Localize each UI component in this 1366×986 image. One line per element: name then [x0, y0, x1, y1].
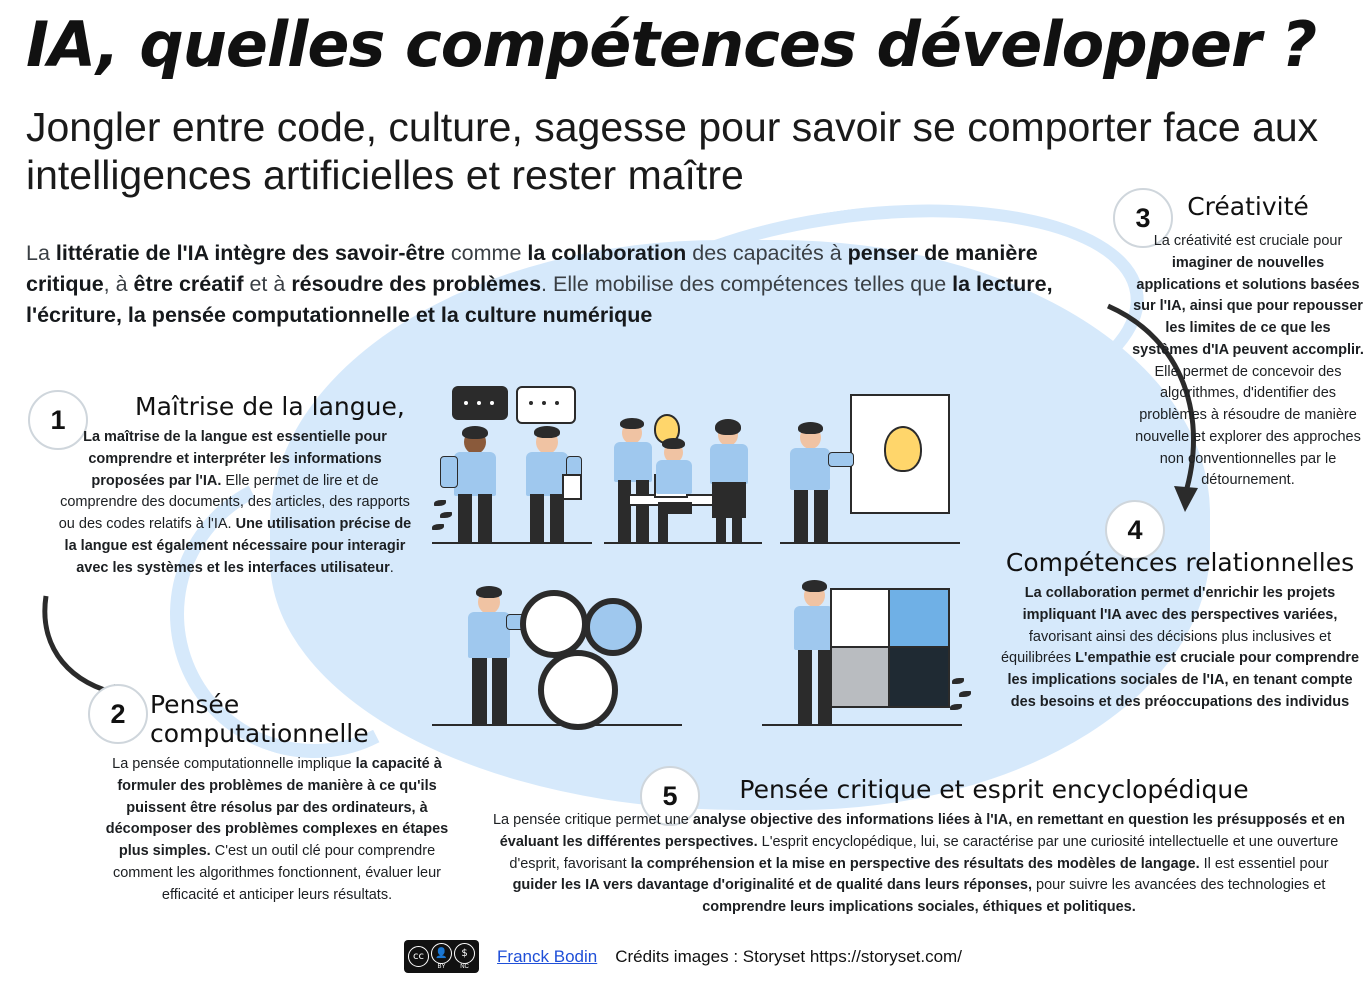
section-2-body: La pensée computationnelle implique la capacité à formuler des problèmes de manière à ce qu'ils puissent être résolus par des ordinateurs, à décomposer des problèmes complexes en étapes plus simples. C'est un outil clé pour comprendre comment les algorithmes fonctionnent, évaluer leur efficacité et anticiper leurs résultats. — [105, 756, 449, 903]
section-creativite — [1132, 192, 1364, 492]
page-subtitle: Jongler entre code, culture, sagesse pour savoir se comporter face aux intelligences artificielles et rester maître — [26, 104, 1319, 198]
section-4-title: Compétences relationnelles — [1005, 548, 1355, 577]
section-2-title: Pensée computationnelle — [150, 690, 369, 748]
footer — [0, 940, 1366, 973]
badge-3: 3 — [1113, 188, 1173, 248]
badge-1: 1 — [28, 390, 88, 450]
nc-label: NC — [460, 964, 469, 970]
lightbulb-board-icon — [884, 426, 922, 472]
section-1-body: La maîtrise de la langue est essentielle pour comprendre et interpréter les informations proposées par l'IA. Elle permet de lire et de comprendre des documents, des articles, des rapports ou des codes relatifs à l'IA. Une utilisation précise de la langue est également nécessaire pour interagir avec les systèmes et les interfaces utilisateur. — [58, 429, 412, 576]
speech-bubble-light-icon — [516, 386, 576, 424]
section-3-title: Créativité — [1187, 192, 1309, 221]
by-icon: 👤 — [431, 943, 452, 964]
section-5-title: Pensée critique et esprit encyclopédique — [739, 775, 1249, 804]
section-5-body: La pensée critique permet une analyse objective des informations liées à l'IA, en remettant en question les présupposés et en évaluant les différentes perspectives. L'esprit encyclopédique, lui, se caractérise par une curiosité intellectuelle et une ouverture d'esprit, favorisant la compréhension et la mise en perspective des résultats des modèles de langage. Il est essentiel pour guider les IA vers davantage d'originalité et de qualité dans leurs réponses, pour suivre les avancées des technologies et comprendre leurs implications sociales, éthiques et politiques. — [492, 812, 1346, 915]
author-link[interactable]: Franck Bodin — [497, 946, 598, 966]
section-maitrise-de-la-langue — [55, 392, 415, 579]
section-pensee-critique — [488, 775, 1350, 919]
badge-5: 5 — [640, 766, 700, 826]
gear-icon-1 — [520, 590, 588, 658]
page-title: IA, quelles compétences développer ? — [26, 8, 1317, 81]
badge-4: 4 — [1105, 500, 1165, 560]
intro-paragraph: La littératie de l'IA intègre des savoir-être comme la collaboration des capacités à penser de manière critique, à être créatif et à résoudre des problèmes. Elle mobilise des compétences telles que la lecture, l'écriture, la pensée computationnelle et la culture numérique — [26, 241, 1053, 328]
image-credits: Crédits images : Storyset https://storyset.com/ — [615, 946, 962, 966]
creative-commons-badge — [404, 940, 479, 973]
cc-icon: cc — [408, 946, 429, 967]
section-3-body: La créativité est cruciale pour imaginer de nouvelles applications et solutions basées sur l'IA, ainsi que pour repousser les limites de ce que les systèmes d'IA peuvent accomplir. Elle permet de concevoir des algorithmes, d'identifier des problèmes à résoudre de manière nouvelle et explorer des approches non conventionnelles par le détournement. — [1132, 233, 1364, 489]
section-4-body: La collaboration permet d'enrichir les projets impliquant l'IA avec des perspectives variées, favorisant ainsi des décisions plus inclusives et équilibrées L'empathie est cruciale pour comprendre les implications sociales de l'IA, en tenant compte des besoins et des préoccupations des individus — [1000, 585, 1360, 710]
nc-icon: $ — [454, 943, 475, 964]
gear-icon-2 — [584, 598, 642, 656]
gear-icon-3 — [538, 650, 618, 730]
section-pensee-computationnelle — [92, 690, 462, 906]
illustration-panel — [432, 382, 977, 750]
by-label: BY — [437, 964, 446, 970]
badge-2: 2 — [88, 684, 148, 744]
speech-bubble-dark-icon — [452, 386, 508, 420]
section-competences-relationnelles — [1000, 548, 1360, 714]
section-1-title: Maîtrise de la langue, — [135, 392, 405, 421]
